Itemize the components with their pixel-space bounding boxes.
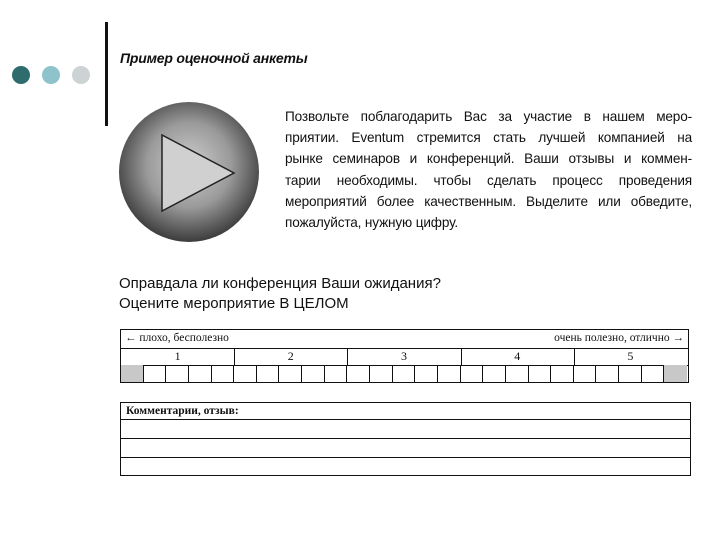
decor-dot-light	[42, 66, 60, 84]
rating-cell[interactable]	[279, 365, 302, 382]
rating-group-divider	[461, 348, 462, 365]
rating-number-2[interactable]: 2	[287, 349, 294, 363]
rating-cell[interactable]	[189, 365, 212, 382]
rating-cell[interactable]	[483, 365, 506, 382]
comment-line-divider	[121, 438, 690, 439]
title-divider	[105, 22, 108, 126]
rating-group-divider	[574, 348, 575, 365]
rating-scale	[120, 329, 689, 383]
intro-paragraph	[285, 106, 692, 233]
rating-group-divider	[347, 348, 348, 365]
question-line-2: Оцените мероприятие В ЦЕЛОМ	[119, 295, 349, 312]
rating-cell[interactable]	[551, 365, 574, 382]
rating-left-label: ← плохо, бесполезно	[125, 332, 229, 344]
rating-cell[interactable]	[461, 365, 484, 382]
rating-number-3[interactable]: 3	[400, 349, 407, 363]
rating-cell[interactable]	[574, 365, 597, 382]
rating-cell[interactable]	[619, 365, 642, 382]
rating-cell[interactable]	[506, 365, 529, 382]
rating-number-1[interactable]: 1	[174, 349, 181, 363]
comment-line-divider	[121, 419, 690, 420]
rating-cell[interactable]	[393, 365, 416, 382]
intro-line: тарии необходимы. чтобы сделать процесс проведения	[285, 172, 692, 188]
comments-label: Комментарии, отзыв:	[126, 405, 239, 417]
rating-cell[interactable]	[302, 365, 325, 382]
rating-cell[interactable]	[596, 365, 619, 382]
rating-cell[interactable]	[257, 365, 280, 382]
rating-cell[interactable]	[166, 365, 189, 382]
rating-cell[interactable]	[415, 365, 438, 382]
rating-number-5[interactable]: 5	[627, 349, 634, 363]
comment-line-divider	[121, 457, 690, 458]
rating-cell[interactable]	[212, 365, 235, 382]
intro-line: приятии. Eventum стремится стать лучшей компанией на	[285, 130, 692, 146]
rating-cell[interactable]	[347, 365, 370, 382]
decor-dot-dark	[12, 66, 30, 84]
slide-title: Пример оценочной анкеты	[120, 50, 308, 66]
question-block	[119, 274, 441, 314]
rating-cell[interactable]	[438, 365, 461, 382]
rating-cell[interactable]	[325, 365, 348, 382]
rating-cell[interactable]	[370, 365, 393, 382]
rating-cell[interactable]	[121, 365, 144, 382]
rating-right-label: очень полезно, отлично →	[554, 332, 684, 344]
question-line-1: Оправдала ли конференция Ваши ожидания?	[119, 275, 441, 292]
rating-cell[interactable]	[144, 365, 167, 382]
comments-box	[120, 402, 691, 476]
rating-cell[interactable]	[664, 365, 687, 382]
rating-number-4[interactable]: 4	[514, 349, 521, 363]
rating-cell[interactable]	[642, 365, 665, 382]
rating-numbers-row	[121, 348, 688, 366]
decor-dot-pale	[72, 66, 90, 84]
rating-header	[121, 330, 688, 349]
intro-line: Позвольте поблагодарить Вас за участие в нашем меро-	[285, 109, 692, 124]
rating-cell[interactable]	[234, 365, 257, 382]
intro-line: пожалуйста, нужную цифру.	[285, 215, 458, 231]
rating-cell[interactable]	[529, 365, 552, 382]
intro-line: рынке семинаров и конференций. Ваши отзывы и коммен-	[285, 151, 692, 167]
rating-group-divider	[234, 348, 235, 365]
intro-line: мероприятий более качественным. Выделите или обведите,	[285, 193, 692, 209]
play-icon[interactable]	[118, 101, 260, 243]
